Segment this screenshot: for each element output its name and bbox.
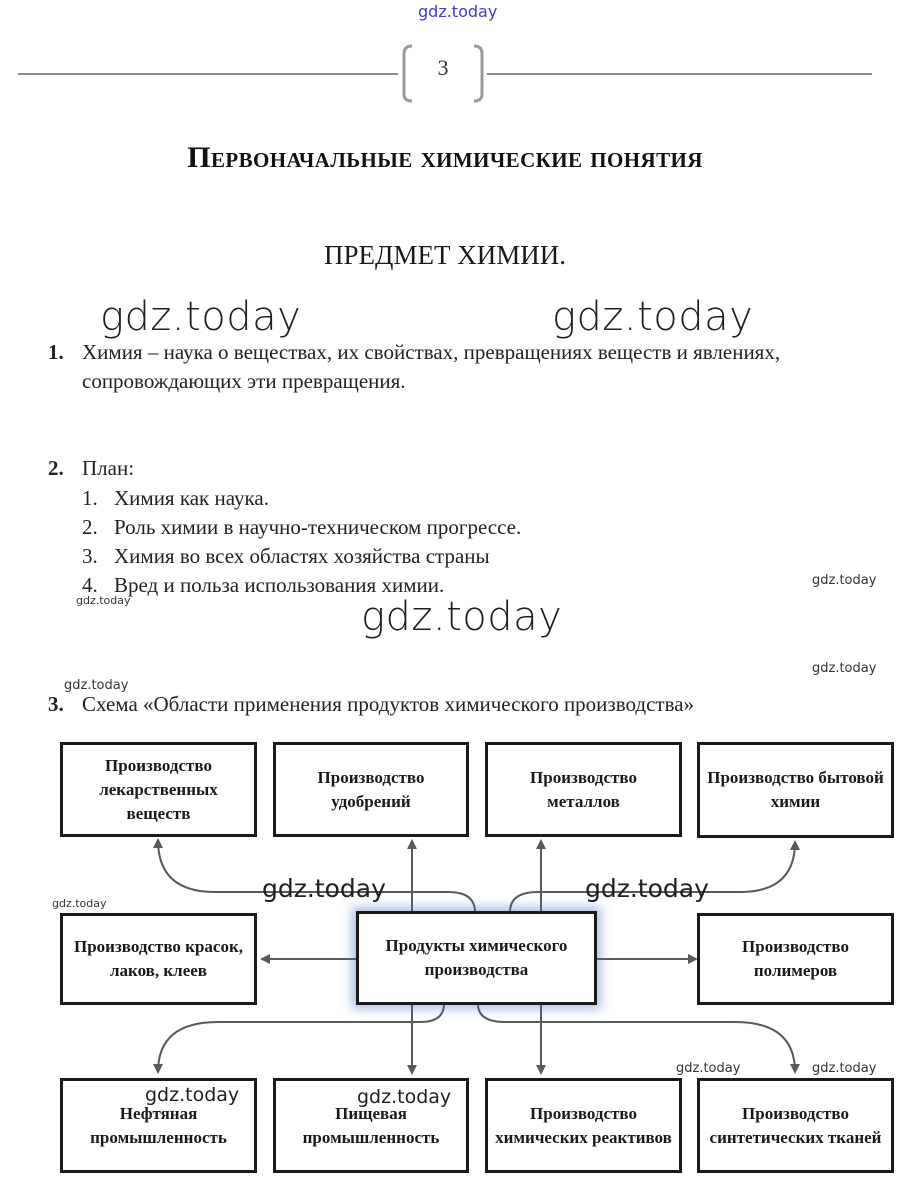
plan-item-text: Вред и польза использования химии. xyxy=(114,573,445,597)
watermark-small: gdz.today xyxy=(64,678,129,693)
scheme-caption: Схема «Области применения продуктов химического производства» xyxy=(82,692,695,716)
item-number: 3. xyxy=(48,692,64,716)
item1-line2: сопровождающих эти превращения. xyxy=(82,369,406,393)
watermark-mid: gdz.today xyxy=(145,1084,240,1106)
watermark-mid: gdz.today xyxy=(585,874,709,903)
watermark-mid: gdz.today xyxy=(262,874,386,903)
plan-item-text: Химия как наука. xyxy=(114,486,269,510)
watermark-big: gdz.today xyxy=(100,294,302,340)
box-paints-varnishes-glues: Производство красок, лаков, клеев xyxy=(60,913,257,1005)
arrow-to-oil-industry xyxy=(158,1004,444,1072)
chapter-title: Первоначальные химические понятия xyxy=(187,141,703,174)
box-polymers: Производство полимеров xyxy=(697,913,894,1005)
box-medicines: Производство лекарственных веществ xyxy=(60,742,257,837)
item1-line1: Химия – наука о веществах, их свойствах, превращениях веществ и явлениях, xyxy=(82,340,781,364)
watermark-small: gdz.today xyxy=(676,1061,741,1076)
plan-item-number: 3. xyxy=(82,544,98,568)
plan-item-number: 2. xyxy=(82,515,98,539)
watermark-small: gdz.today xyxy=(76,594,131,607)
watermark-small: gdz.today xyxy=(52,897,107,910)
item-number: 2. xyxy=(48,456,64,480)
page-number: 3 xyxy=(437,55,449,80)
item-number: 1. xyxy=(48,340,64,364)
watermark-top: gdz.today xyxy=(418,2,498,21)
watermark-big: gdz.today xyxy=(361,594,563,640)
plan-item-text: Химия во всех областях хозяйства страны xyxy=(114,544,490,568)
box-household-chemicals: Производство бытовой химии xyxy=(697,742,894,838)
plan-item-number: 4. xyxy=(82,573,98,597)
watermark-mid: gdz.today xyxy=(357,1086,452,1108)
plan-item-number: 1. xyxy=(82,486,98,510)
plan-item-text: Роль химии в научно-техническом прогрессе. xyxy=(114,515,522,539)
watermark-small: gdz.today xyxy=(812,1061,877,1076)
box-synthetic-fabrics: Производство синтетических тканей xyxy=(697,1078,894,1173)
arrow-to-synthetic-fabrics xyxy=(478,1004,795,1072)
box-chemical-products: Продукты химического производства xyxy=(356,911,597,1005)
plan-label: План: xyxy=(82,456,135,480)
watermark-small: gdz.today xyxy=(812,573,877,588)
box-food-industry: Пищевая промышленность xyxy=(273,1078,469,1173)
section-title: ПРЕДМЕТ ХИМИИ. xyxy=(324,240,566,270)
box-fertilizers: Производство удобрений xyxy=(273,742,469,837)
watermark-big: gdz.today xyxy=(552,294,754,340)
box-chemical-reagents: Производство химических реактивов xyxy=(485,1078,682,1173)
box-metals: Производство металлов xyxy=(485,742,682,837)
box-oil-industry: Нефтяная промышленность xyxy=(60,1078,257,1173)
watermark-small: gdz.today xyxy=(812,661,877,676)
